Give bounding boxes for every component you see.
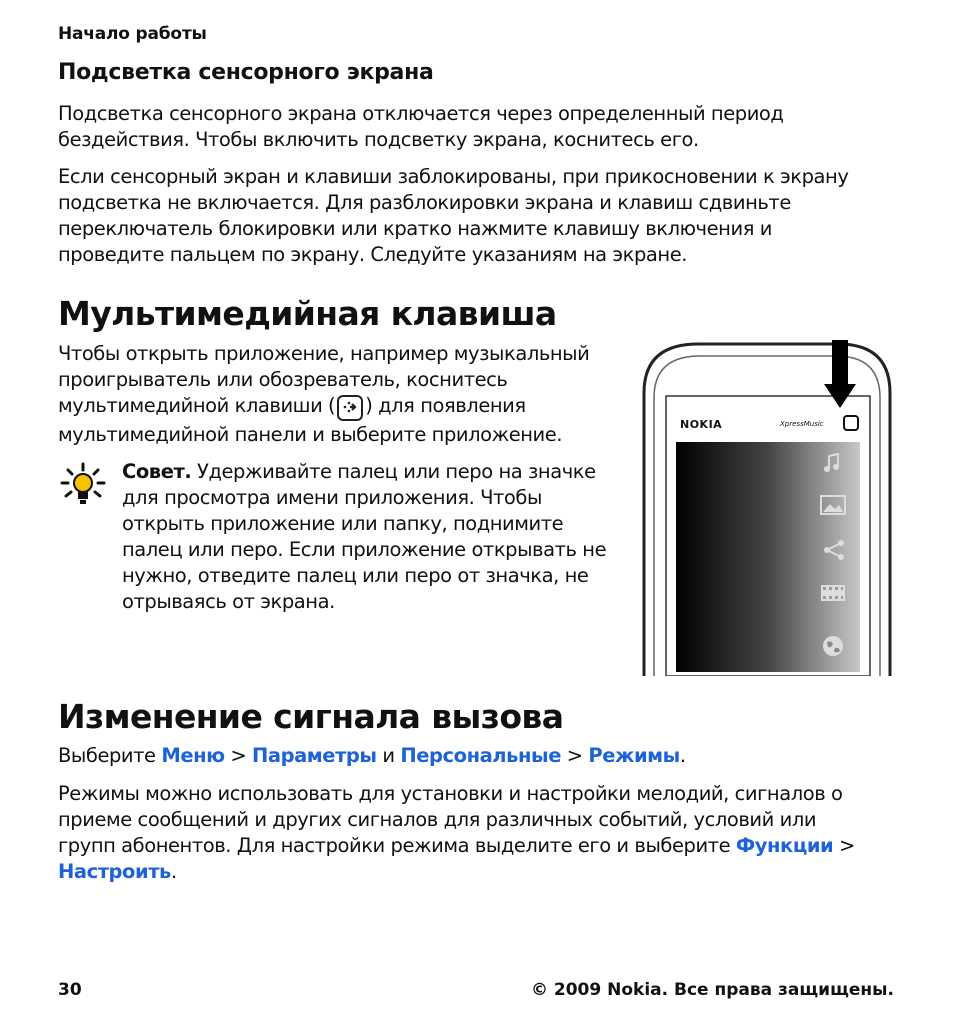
- text-segment: групп абонентов. Для настройки режима выделите его и выберите: [58, 834, 736, 857]
- separator: >: [833, 834, 855, 857]
- phone-illustration: [638, 338, 900, 676]
- phone-brand: NOKIA: [680, 418, 723, 431]
- menu-link[interactable]: Меню: [161, 744, 225, 767]
- personal-link[interactable]: Персональные: [400, 744, 561, 767]
- settings-link[interactable]: Параметры: [252, 744, 377, 767]
- text-line: [122, 459, 637, 485]
- section-title-backlight: Подсветка сенсорного экрана: [58, 60, 434, 85]
- text-line: бездействия. Чтобы включить подсветку экрана, коснитесь его.: [58, 128, 699, 151]
- text-segment: Выберите: [58, 744, 162, 767]
- section-title-media-key: Мультимедийная клавиша: [58, 294, 557, 333]
- image-icon: [820, 494, 846, 520]
- music-note-icon: [820, 452, 844, 480]
- backlight-paragraph-1: [58, 101, 783, 153]
- text-line: проигрыватель или обозреватель, коснитесь: [58, 368, 508, 391]
- section-title-ringtone: Изменение сигнала вызова: [58, 697, 564, 736]
- text-line: отрываясь от экрана.: [122, 590, 335, 613]
- tip-block: [122, 459, 637, 615]
- profiles-link[interactable]: Режимы: [588, 744, 680, 767]
- text-segment: мультимедийной клавиши (: [58, 394, 336, 417]
- media-key-paragraph: [58, 341, 643, 448]
- text-line: Если сенсорный экран и клавиши заблокированы, при прикосновении к экрану: [58, 165, 849, 188]
- functions-link[interactable]: Функции: [735, 834, 834, 857]
- text-line: приеме сообщений и других сигналов для различных событий, условий или: [58, 808, 817, 831]
- text-line: [58, 833, 855, 859]
- page-number: 30: [58, 980, 82, 1000]
- tip-lightbulb-icon: [60, 462, 106, 512]
- text-line: палец или перо. Если приложение открывать не: [122, 538, 607, 561]
- ringtone-paragraph: [58, 781, 855, 885]
- multimedia-key-icon: [337, 395, 363, 421]
- separator: >: [561, 744, 589, 767]
- video-icon: [820, 584, 846, 606]
- text-line: [58, 859, 855, 885]
- text-line: подсветка не включается. Для разблокировки экрана и клавиш сдвиньте: [58, 191, 791, 214]
- text-line: проведите пальцем по экрану. Следуйте указаниям на экране.: [58, 243, 687, 266]
- copyright: © 2009 Nokia. Все права защищены.: [530, 980, 894, 1000]
- text-segment: .: [170, 860, 177, 883]
- text-line: Режимы можно использовать для установки и настройки мелодий, сигналов о: [58, 782, 843, 805]
- globe-icon: [821, 634, 845, 662]
- text-line: [58, 393, 643, 422]
- separator: >: [224, 744, 253, 767]
- text-line: переключатель блокировки или кратко нажмите клавишу включения и: [58, 217, 772, 240]
- text-line: мультимедийной панели и выберите приложение.: [58, 423, 563, 446]
- text-segment: .: [679, 744, 686, 767]
- text-line: для просмотра имени приложения. Чтобы: [122, 486, 542, 509]
- phone-model: XpressMusic: [780, 420, 824, 428]
- text-segment: и: [376, 744, 401, 767]
- backlight-paragraph-2: [58, 164, 848, 268]
- text-line: нужно, отведите палец или перо от значка, не: [122, 564, 589, 587]
- chapter-title: Начало работы: [58, 24, 207, 44]
- text-segment: ) для появления: [365, 394, 526, 417]
- share-icon: [822, 538, 846, 566]
- text-line: Подсветка сенсорного экрана отключается через определенный период: [58, 102, 784, 125]
- text-segment: Удерживайте палец или перо на значке: [191, 460, 596, 483]
- ringtone-path: [58, 743, 686, 769]
- text-line: Чтобы открыть приложение, например музыкальный: [58, 342, 590, 365]
- text-line: открыть приложение или папку, поднимите: [122, 512, 564, 535]
- tip-label: Совет.: [122, 460, 192, 483]
- customize-link[interactable]: Настроить: [58, 860, 171, 883]
